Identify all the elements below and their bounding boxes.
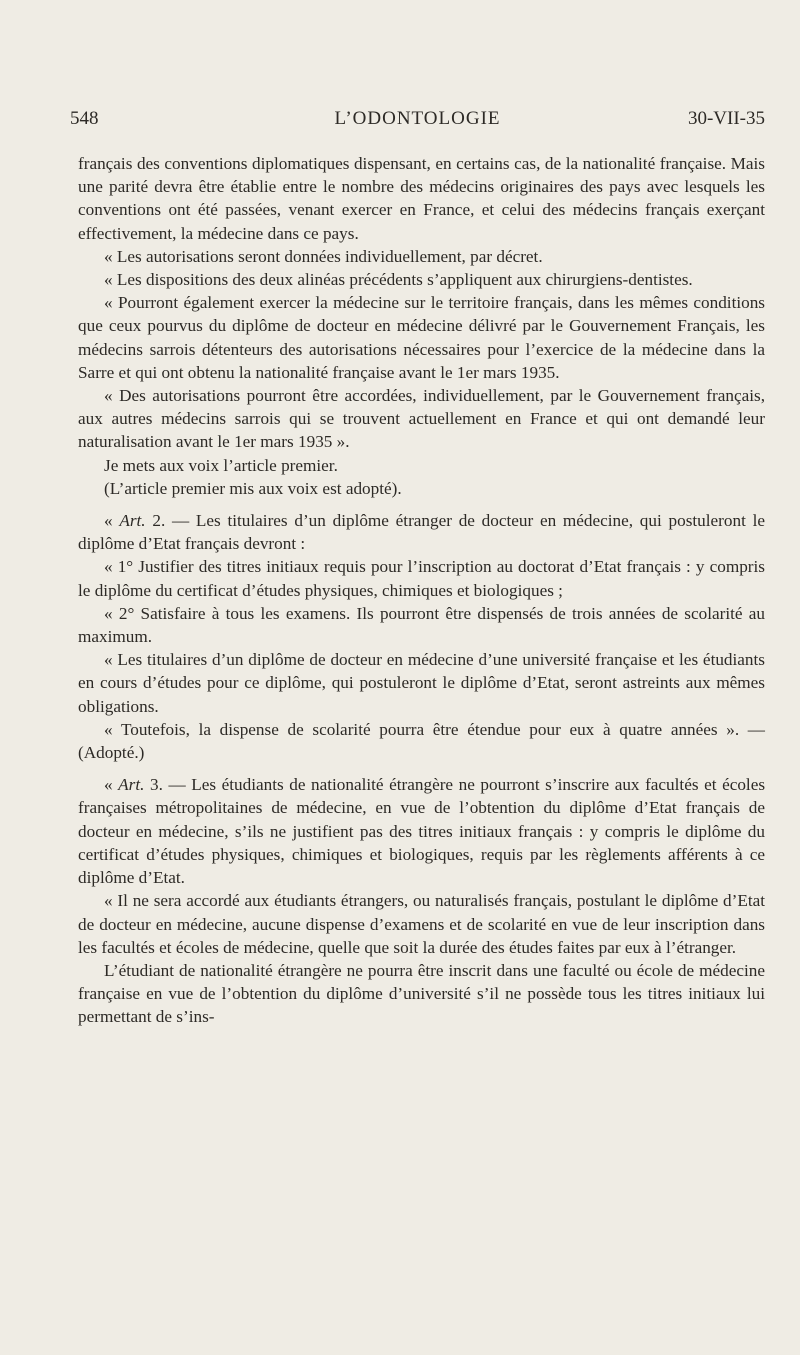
paragraph: « Des autorisations pourront être accordées, individuellement, par le Gouvernement français, aux autres médecins sarrois qui se trouvent actuellement en France et qui ont demandé leur naturalisation avant le 1er mars 1935 ».: [78, 386, 765, 452]
article-3-paragraph: [78, 773, 765, 889]
paragraph: « Il ne sera accordé aux étudiants étrangers, ou naturalisés français, postulant le diplôme d’Etat de docteur en médecine, aucune dispense d’examens et de scolarité en vue de leur inscription dans les facultés et écoles de médecine, quelle que soit la durée des études faites par eux à l’étranger.: [78, 891, 765, 957]
paragraph: « Les autorisations seront données individuellement, par décret.: [104, 246, 543, 266]
paragraph: français des conventions diplomatiques dispensant, en certains cas, de la nationalité française. Mais une parité devra être établie entre le nombre des médecins originaires des pays avec lesquels les conventions ont été passées, venant exercer en France, et celui des médecins français exerçant effectivement, la médecine dans ce pays.: [78, 154, 765, 243]
article-label: Art.: [119, 511, 146, 531]
quote-mark: «: [104, 775, 119, 795]
paragraph: « Pourront également exercer la médecine sur le territoire français, dans les mêmes conditions que ceux pourvus du diplôme de docteur en médecine délivré par le Gouvernement Français, les médecins sarrois détenteurs des autorisations nécessaires pour l’exercice de la médecine dans la Sarre et qui ont obtenu la nationalité française avant le 1er mars 1935.: [78, 293, 765, 382]
quote-mark: «: [104, 511, 120, 531]
body-text: [78, 152, 765, 1029]
paragraph: « Les dispositions des deux alinéas précédents s’appliquent aux chirurgiens-dentistes.: [104, 270, 693, 290]
issue-date: 30-VII-35: [687, 108, 765, 129]
paragraph: Je mets aux voix l’article premier.: [104, 455, 338, 475]
article-text: 2. — Les titulaires d’un diplôme étranger de docteur en médecine, qui postuleront le diplôme d’Etat français devront :: [78, 511, 765, 554]
journal-title: L’ODONTOLOGIE: [334, 108, 501, 129]
paragraph: « Les titulaires d’un diplôme de docteur en médecine d’une université française et les étudiants en cours d’études pour ce diplôme, qui postuleront le diplôme d’Etat, seront astreints aux mêmes obligations.: [78, 650, 765, 716]
paragraph: « 2° Satisfaire à tous les examens. Ils pourront être dispensés de trois années de scolarité au maximum.: [78, 603, 765, 647]
running-header: [70, 108, 765, 138]
paragraph: « 1° Justifier des titres initiaux requis pour l’inscription au doctorat d’Etat français : y compris le diplôme du certificat d’études physiques, chimiques et biologiques ;: [78, 557, 765, 600]
article-label: Art.: [118, 775, 145, 795]
page-number: 548: [70, 108, 99, 129]
article-2-paragraph: [78, 509, 765, 555]
paragraph: « Toutefois, la dispense de scolarité pourra être étendue pour eux à quatre années ». — (Adopté.): [78, 719, 765, 763]
paragraph: L’étudiant de nationalité étrangère ne pourra être inscrit dans une faculté ou école de médecine française en vue de l’obtention du diplôme d’université s’il ne possède tous les titres initiaux lui permettant de s’ins-: [78, 960, 765, 1027]
article-text: 3. — Les étudiants de nationalité étrangère ne pourront s’inscrire aux facultés et écoles françaises métropolitaines de médecine, en vue de l’obtention du diplôme d’Etat français de docteur en médecine, s’ils ne justifient pas des titres initiaux français : y compris le diplôme du certificat d’études physiques, chimiques et biologiques, requis par les règlements afférents à ce diplôme d’Etat.: [78, 775, 766, 888]
paragraph: (L’article premier mis aux voix est adopté).: [104, 478, 402, 498]
